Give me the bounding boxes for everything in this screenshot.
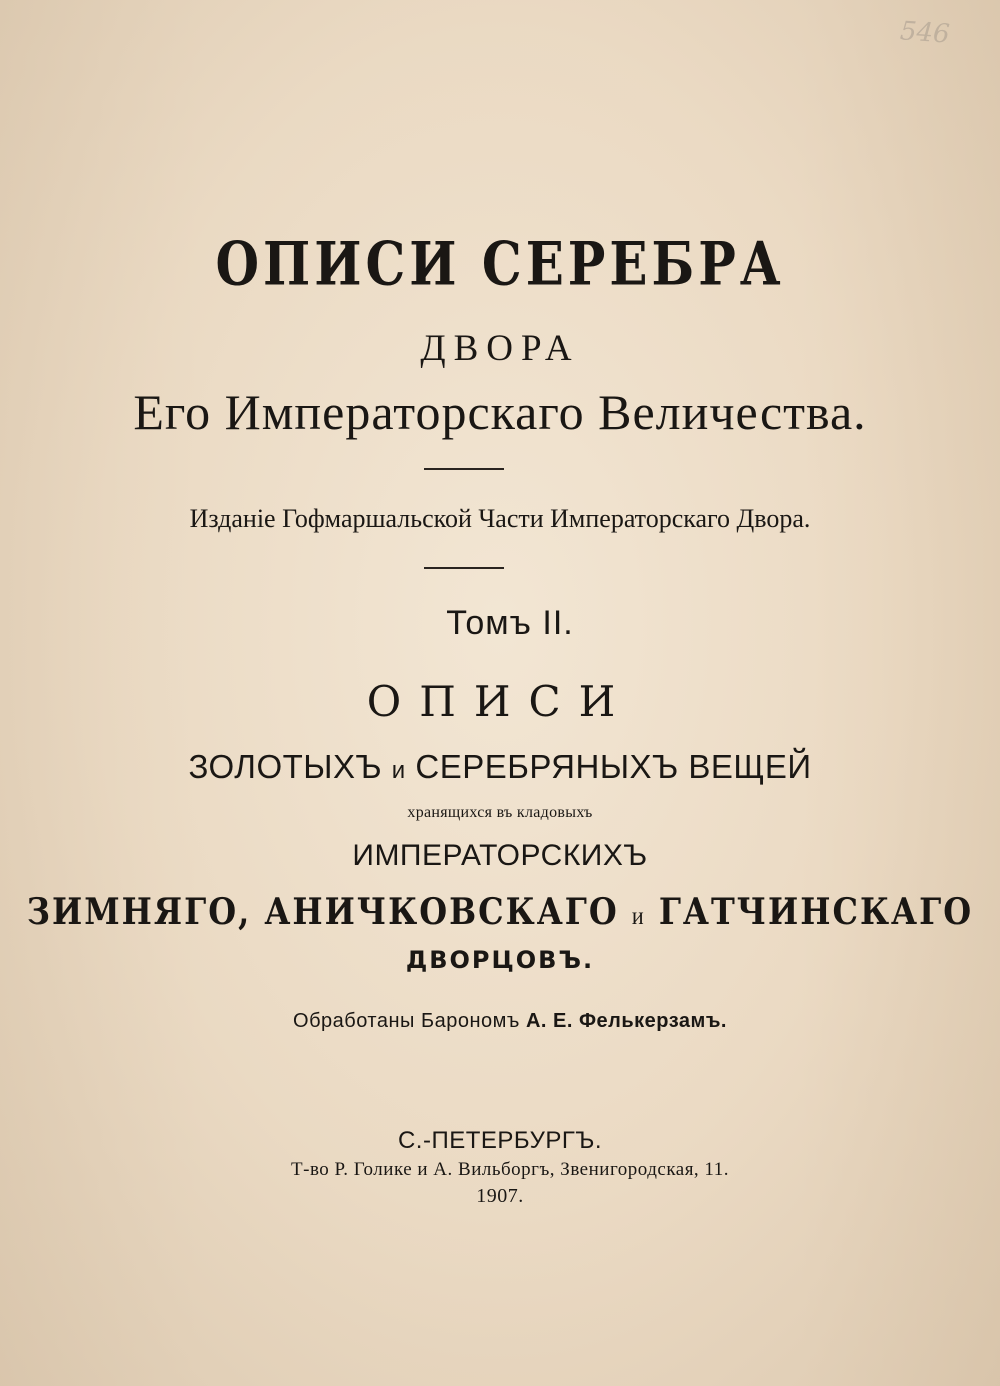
court-subtitle: ДВОРА xyxy=(420,328,580,369)
imprint-year: 1907. xyxy=(476,1185,524,1207)
pencil-mark: 546 xyxy=(899,16,951,50)
imperial-line: ИМПЕРАТОРСКИХЪ xyxy=(352,839,648,872)
palaces-line xyxy=(0,889,1000,934)
conjunction: и xyxy=(391,757,406,784)
silver-items-word: СЕРЕБРЯНЫХЪ ВЕЩЕЙ xyxy=(415,748,812,785)
palaces-names: ЗИМНЯГО, АНИЧКОВСКАГО xyxy=(26,889,619,934)
divider-rule xyxy=(424,468,504,470)
gold-word: ЗОЛОТЫХЪ xyxy=(188,748,383,785)
majesty-subtitle: Его Императорскаго Величества. xyxy=(133,384,867,440)
palaces-word: ДВОРЦОВЪ. xyxy=(405,946,595,974)
author-name: А. Е. Фелькерзамъ. xyxy=(525,1010,727,1032)
divider-rule xyxy=(424,567,504,569)
edition-line: Изданiе Гофмаршальской Части Императорскаго Двора. xyxy=(189,504,811,533)
author-prefix: Обработаны Барономъ xyxy=(293,1010,520,1032)
imprint-printer: Т-во Р. Голике и А. Вильборгъ, Звенигородская, 11. xyxy=(291,1159,729,1180)
main-title: ОПИСИ СЕРЕБРА xyxy=(215,228,785,299)
imprint-city: С.-ПЕТЕРБУРГЪ. xyxy=(397,1127,603,1154)
stored-line: хранящихся въ кладовыхъ xyxy=(407,804,593,821)
items-line xyxy=(0,750,1000,783)
author-line xyxy=(0,1011,1000,1031)
gatchina-name: ГАТЧИНСКАГО xyxy=(658,889,974,934)
inventories-heading: ОПИСИ xyxy=(366,677,634,726)
volume-heading: Томъ II. xyxy=(446,604,574,642)
conjunction: и xyxy=(631,901,646,930)
